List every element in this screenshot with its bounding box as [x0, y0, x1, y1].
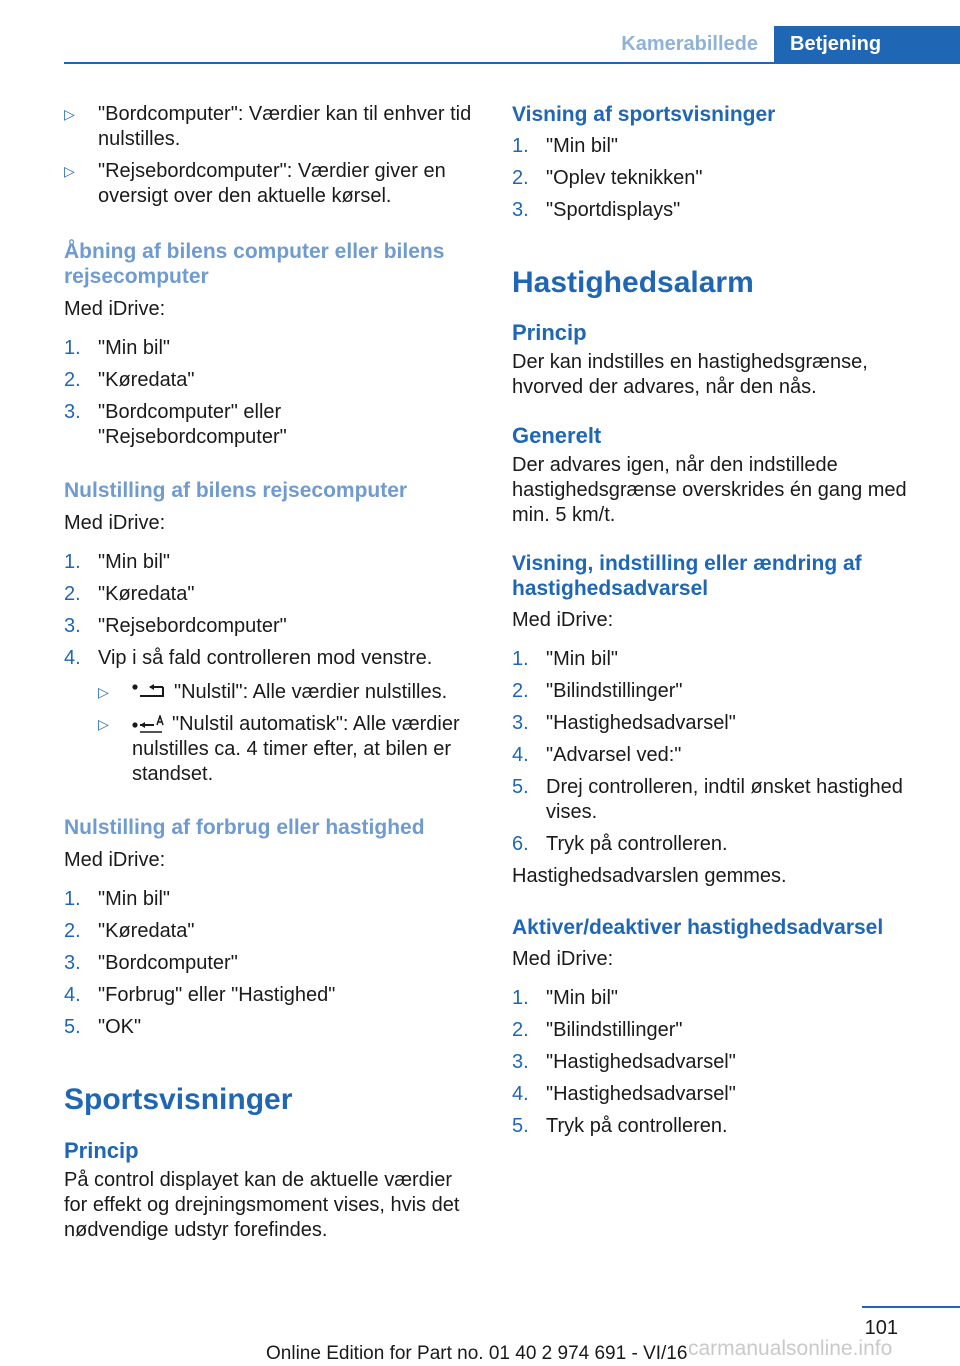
body-text: Der kan indstilles en hastighedsgrænse, hvorved der advares, når den nås. [512, 351, 868, 398]
list-item: 4. "Advarsel ved:" [512, 744, 682, 766]
list-item: 3. "Bordcomputer" eller "Rejsebordcomputer" [64, 401, 287, 448]
list-item: 2. "Oplev teknikken" [512, 167, 703, 189]
footer-rule [862, 1306, 960, 1308]
list-item: 1. "Min bil" [512, 648, 618, 670]
page-number: 101 [864, 1317, 898, 1339]
list-item: 4. Vip i så fald controlleren mod venstre. [64, 647, 433, 669]
subsection-title: Princip [512, 320, 587, 345]
list-item: 1. "Min bil" [64, 337, 170, 359]
triangle-bullet-icon: ▷ [98, 684, 109, 700]
section-title: Visning, indstilling eller ændring af hastighedsadvarsel [512, 552, 862, 600]
header-tabs [605, 26, 960, 62]
list-item: 2. "Bilindstillinger" [512, 1019, 683, 1041]
list-item: 2. "Køredata" [64, 369, 195, 391]
list-item: 1. "Min bil" [512, 135, 618, 157]
subsection-title: Generelt [512, 423, 602, 448]
step-list [512, 647, 920, 857]
intro-text: Med iDrive: [512, 609, 614, 631]
watermark: carmanualsonline.info [688, 1337, 893, 1360]
list-item: 3. "Hastighedsadvarsel" [512, 712, 736, 734]
step-list [512, 134, 920, 223]
auto-reset-icon [132, 715, 166, 735]
list-item: ▷ "Nulstil": Alle værdier nulstilles. [98, 681, 448, 703]
intro-text: Med iDrive: [64, 298, 166, 320]
left-column [64, 102, 480, 1243]
body-text: Der advares igen, når den indstillede hastighedsgrænse overskrides én gang med min. 5 km/t. [512, 454, 907, 526]
subsection-title: Princip [64, 1138, 139, 1163]
list-item: ▷ "Rejsebordcomputer": Værdier giver en oversigt over den aktuelle kørsel. [64, 160, 446, 207]
triangle-bullet-icon: ▷ [98, 716, 109, 732]
list-item: 5. "OK" [64, 1016, 142, 1038]
intro-text: Med iDrive: [512, 948, 614, 970]
step-list [64, 336, 480, 450]
list-item: 3. "Bordcomputer" [64, 952, 238, 974]
triangle-bullet-icon: ▷ [64, 163, 75, 179]
list-item: 3. "Hastighedsadvarsel" [512, 1051, 736, 1073]
list-item: 3. "Rejsebordcomputer" [64, 615, 287, 637]
intro-text: Med iDrive: [64, 512, 166, 534]
reset-icon [132, 683, 168, 703]
list-item: ▷ "Bordcomputer": Værdier kan til enhver tid nulstilles. [64, 103, 472, 150]
section-title: Nulstilling af bilens rejsecomputer [64, 479, 408, 502]
section-title: Visning af sportsvisninger [512, 103, 776, 126]
triangle-bullet-icon: ▷ [64, 106, 75, 122]
bullet-list-top [64, 102, 480, 209]
result-text: Hastighedsadvarslen gemmes. [512, 865, 787, 887]
sub-bullet-list [64, 680, 480, 787]
tab-kamerabillede[interactable]: Kamerabillede [621, 33, 758, 55]
list-item: 5. Tryk på controlleren. [512, 1115, 728, 1137]
list-item: 4. "Hastighedsadvarsel" [512, 1083, 736, 1105]
step-list [64, 887, 480, 1040]
list-item: 2. "Køredata" [64, 583, 195, 605]
section-title: Åbning af bilens computer eller bilens rejsecomputer [64, 240, 445, 288]
list-item: ▷ "Nulstil automatisk": Alle værdier nulstilles ca. 4 timer efter, at bilen er standset. [98, 713, 460, 785]
step-list [64, 550, 480, 671]
list-item: 4. "Forbrug" eller "Hastighed" [64, 984, 336, 1006]
intro-text: Med iDrive: [64, 849, 166, 871]
list-item: 1. "Min bil" [64, 888, 170, 910]
chapter-title: Hastighedsalarm [512, 266, 754, 299]
list-item: 2. "Køredata" [64, 920, 195, 942]
section-title: Aktiver/deaktiver hastighedsadvarsel [512, 916, 884, 939]
right-column [512, 102, 920, 1139]
chapter-title: Sportsvisninger [64, 1083, 293, 1116]
list-item: 3. "Sportdisplays" [512, 199, 681, 221]
body-text: På control displayet kan de aktuelle værdier for effekt og drejningsmoment vises, hvis det nødvendige udstyr forefindes. [64, 1169, 460, 1241]
list-item: 1. "Min bil" [64, 551, 170, 573]
edition-text: Online Edition for Part no. 01 40 2 974 691 - VI/16 [266, 1343, 688, 1364]
list-item: 6. Tryk på controlleren. [512, 833, 728, 855]
list-item: 2. "Bilindstillinger" [512, 680, 683, 702]
step-list [512, 986, 920, 1139]
list-item: 5. Drej controlleren, indtil ønsket hastighed vises. [512, 776, 903, 823]
section-title: Nulstilling af forbrug eller hastighed [64, 816, 425, 839]
list-item: 1. "Min bil" [512, 987, 618, 1009]
tab-betjening[interactable]: Betjening [774, 26, 960, 62]
header-rule [64, 62, 960, 64]
